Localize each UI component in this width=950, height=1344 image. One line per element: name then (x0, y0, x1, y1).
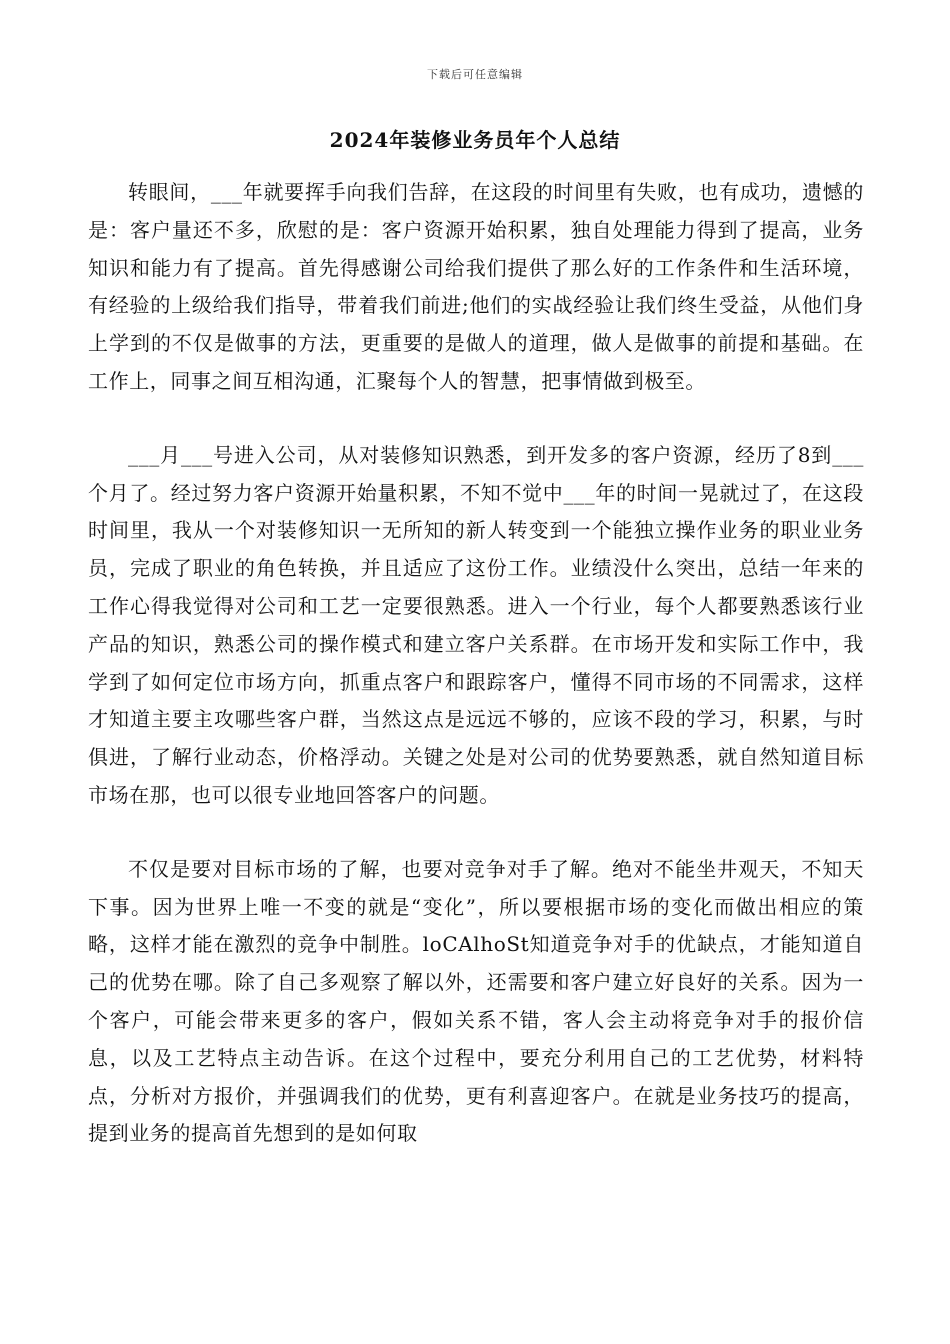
paragraph-3: 不仅是要对目标市场的了解，也要对竞争对手了解。绝对不能坐井观天，不知天下事。因为世界上唯一不变的就是“变化”，所以要根据市场的变化而做出相应的策略，这样才能在激烈的竞争中制胜。loCAlhoSt知道竞争对手的优缺点，才能知道自己的优势在哪。除了自己多观察了解以外，还需要和客户建立好良好的关系。因为一个客户，可能会带来更多的客户，假如关系不错，客人会主动将竞争对手的报价信息，以及工艺特点主动告诉。在这个过程中，要充分利用自己的工艺优势，材料特点，分析对方报价，并强调我们的优势，更有利喜迎客户。在就是业务技巧的提高，提到业务的提高首先想到的是如何取 (88, 856, 864, 1146)
paragraph-2: ___月___号进入公司，从对装修知识熟悉，到开发多的客户资源，经历了8到___个月了。经过努力客户资源开始量积累，不知不觉中___年的时间一晃就过了，在这段时间里，我从一个对装修知识一无所知的新人转变到一个能独立操作业务的职业业务员，完成了职业的角色转换，并且适应了这份工作。业绩没什么突出，总结一年来的工作心得我觉得对公司和工艺一定要很熟悉。进入一个行业，每个人都要熟悉该行业产品的知识，熟悉公司的操作模式和建立客户关系群。在市场开发和实际工作中，我学到了如何定位市场方向，抓重点客户和跟踪客户，懂得不同市场的不同需求，这样才知道主要主攻哪些客户群，当然这点是远远不够的，应该不段的学习，积累，与时俱进，了解行业动态，价格浮动。关键之处是对公司的优势要熟悉，就自然知道目标市场在那，也可以很专业地回答客户的问题。 (88, 442, 864, 807)
document-body (88, 174, 864, 1153)
header-note: 下载后可任意编辑 (427, 68, 523, 81)
document-title: 2024年装修业务员年个人总结 (329, 128, 621, 152)
paragraph-1: 转眼间，___年就要挥手向我们告辞，在这段的时间里有失败，也有成功，遗憾的是：客户量还不多，欣慰的是：客户资源开始积累，独自处理能力得到了提高，业务知识和能力有了提高。首先得感谢公司给我们提供了那么好的工作条件和生活环境，有经验的上级给我们指导，带着我们前进;他们的实战经验让我们终生受益，从他们身上学到的不仅是做事的方法，更重要的是做人的道理，做人是做事的前提和基础。在工作上，同事之间互相沟通，汇聚每个人的智慧，把事情做到极至。 (88, 180, 864, 393)
